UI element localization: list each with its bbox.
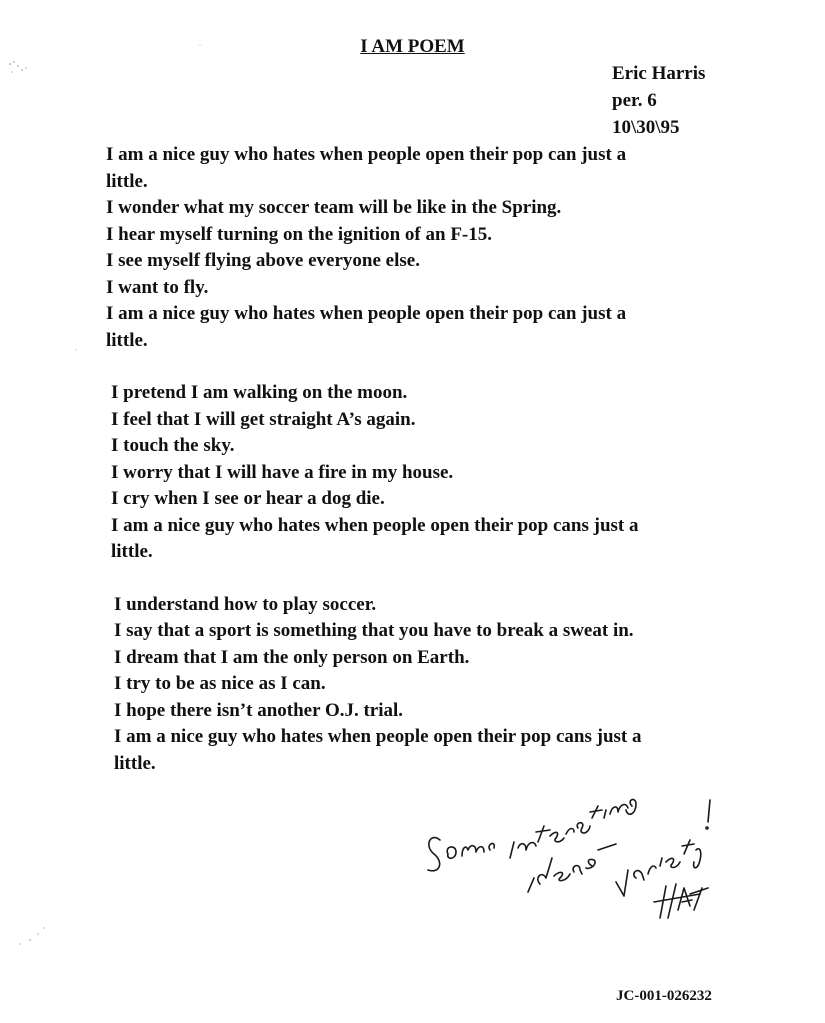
poem-line: I say that a sport is something that you have to break a sweat in. xyxy=(114,620,634,641)
poem-line: I am a nice guy who hates when people open their pop can just a xyxy=(106,303,627,324)
document-number: JC-001-026232 xyxy=(616,988,712,1004)
poem-line: I am a nice guy who hates when people open their pop cans just a xyxy=(111,514,639,536)
poem-line: I touch the sky. xyxy=(111,435,235,456)
poem-body xyxy=(106,142,706,803)
class-period: per. 6 xyxy=(612,90,657,111)
poem-line: I feel that I will get straight A’s again. xyxy=(111,408,416,430)
poem-line: little. xyxy=(114,752,156,774)
page-title: I AM POEM xyxy=(360,36,465,57)
stanza-2 xyxy=(111,380,706,566)
poem-line: I hear myself turning on the ignition of an F-15. xyxy=(106,223,493,245)
stanza-3 xyxy=(114,592,706,778)
poem-line: I see myself flying above everyone else. xyxy=(106,250,420,271)
poem-line: I dream that I am the only person on Earth. xyxy=(114,646,470,668)
poem-line: I understand how to play soccer. xyxy=(114,593,377,615)
poem-line: I try to be as nice as I can. xyxy=(114,673,326,694)
poem-line: I hope there isn’t another O.J. trial. xyxy=(114,699,404,721)
author-name: Eric Harris xyxy=(612,63,706,84)
poem-line: I am a nice guy who hates when people open their pop can just a xyxy=(106,144,627,165)
teacher-comment-handwriting xyxy=(410,770,730,940)
poem-line: I am a nice guy who hates when people open their pop cans just a xyxy=(114,726,642,747)
poem-line: I want to fly. xyxy=(106,276,209,298)
document-date: 10\30\95 xyxy=(612,117,680,138)
poem-line: I pretend I am walking on the moon. xyxy=(111,382,408,403)
poem-line: little. xyxy=(106,329,148,351)
poem-line: I wonder what my soccer team will be like in the Spring. xyxy=(106,197,562,218)
stanza-1 xyxy=(106,142,706,354)
poem-line: little. xyxy=(106,170,148,192)
poem-line: I worry that I will have a fire in my house. xyxy=(111,461,454,483)
poem-line: I cry when I see or hear a dog die. xyxy=(111,488,385,509)
poem-line: little. xyxy=(111,541,153,562)
header-info xyxy=(612,60,705,141)
